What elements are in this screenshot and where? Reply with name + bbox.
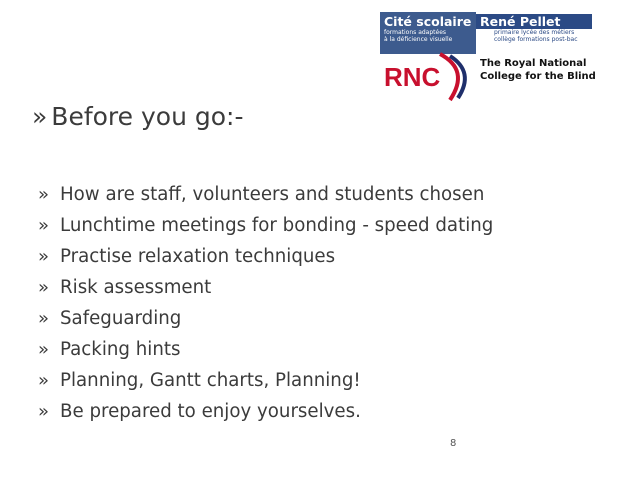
bullet-item xyxy=(38,179,493,210)
bullet-text: How are staff, volunteers and students chosen xyxy=(60,184,485,205)
slide-title-text: Before you go:- xyxy=(51,102,244,131)
rene-logo-title: René Pellet xyxy=(476,14,592,29)
bullet-text: Safeguarding xyxy=(60,308,182,329)
cite-logo-line2: à la déficience visuelle xyxy=(384,36,453,43)
cite-scolaire-logo xyxy=(380,12,476,54)
bullet-glyph: » xyxy=(38,308,50,329)
bullet-item xyxy=(38,210,493,241)
slide-title xyxy=(32,100,243,134)
bullet-text: Practise relaxation techniques xyxy=(60,246,336,267)
bullet-glyph: » xyxy=(38,246,50,267)
rnc-mark: RNC xyxy=(384,62,441,92)
bullet-list xyxy=(38,179,493,427)
bullet-item xyxy=(38,396,493,427)
bullet-item xyxy=(38,241,493,272)
rnc-line2: College for the Blind xyxy=(480,70,596,82)
bullet-text: Planning, Gantt charts, Planning! xyxy=(60,370,361,391)
rnc-logo xyxy=(380,52,476,102)
bullet-text: Lunchtime meetings for bonding - speed dating xyxy=(60,215,494,236)
cite-logo-line1: formations adaptées xyxy=(384,29,447,36)
rene-logo-line2: collège formations post-bac xyxy=(494,36,578,43)
bullet-glyph: » xyxy=(38,215,50,236)
bullet-item xyxy=(38,365,493,396)
bullet-glyph: » xyxy=(38,339,50,360)
title-bullet-glyph: » xyxy=(32,102,48,131)
rene-pellet-logo xyxy=(476,12,596,54)
bullet-glyph: » xyxy=(38,277,50,298)
bullet-glyph: » xyxy=(38,370,50,391)
bullet-text: Packing hints xyxy=(60,339,181,360)
bullet-text: Be prepared to enjoy yourselves. xyxy=(60,401,361,422)
page-number: 8 xyxy=(450,438,457,449)
bullet-item xyxy=(38,334,493,365)
bullet-item xyxy=(38,303,493,334)
rnc-line1: The Royal National xyxy=(480,58,587,69)
bullet-glyph: » xyxy=(38,184,50,205)
rene-logo-line1: primaire lycée des métiers xyxy=(494,29,575,36)
bullet-text: Risk assessment xyxy=(60,277,212,298)
cite-logo-title: Cité scolaire xyxy=(384,14,472,29)
rnc-logo-text xyxy=(480,58,600,83)
bullet-glyph: » xyxy=(38,401,50,422)
bullet-item xyxy=(38,272,493,303)
